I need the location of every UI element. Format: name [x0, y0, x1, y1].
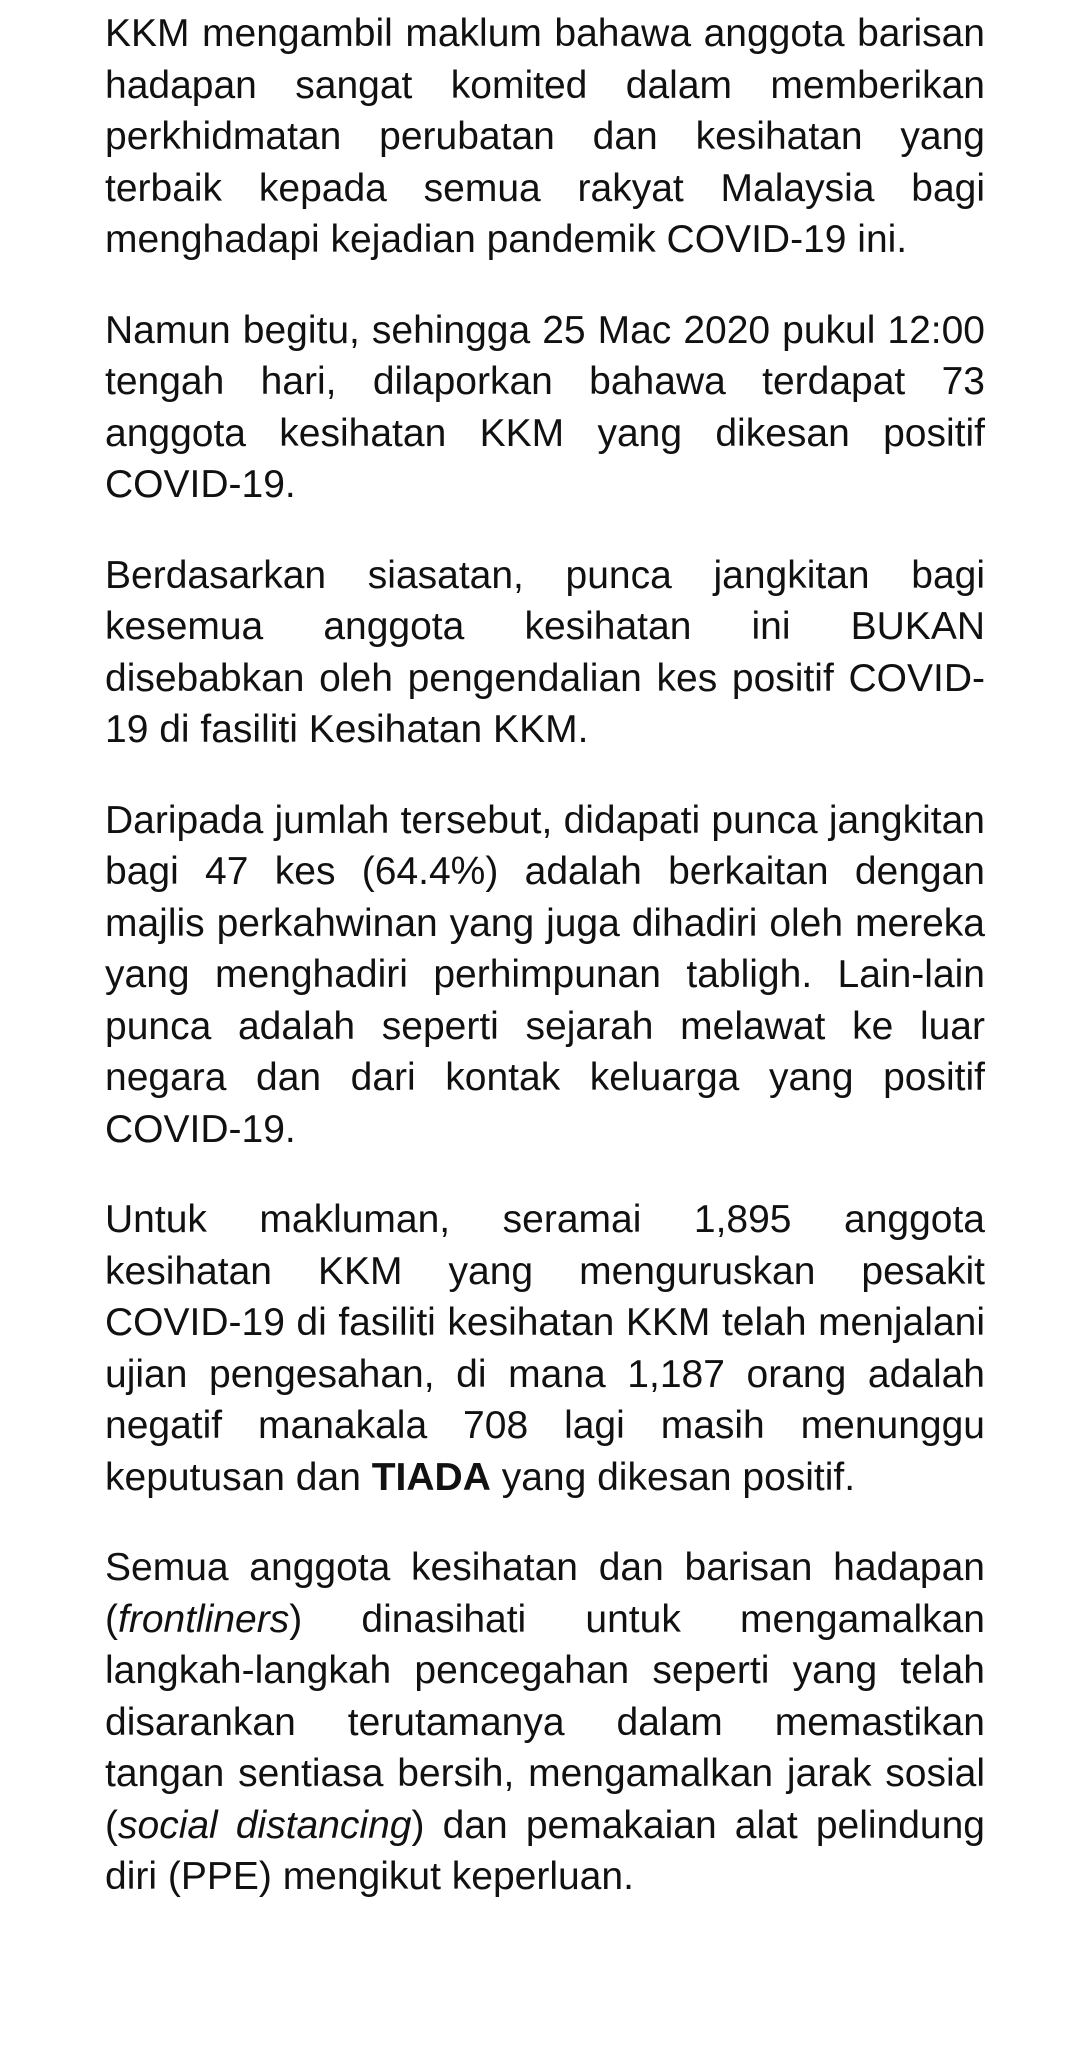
paragraph-5-text-end: yang dikesan positif.: [490, 1455, 856, 1499]
paragraph-6-text-part1: Semua anggota kesihatan dan barisan hadapan (: [105, 1546, 985, 1641]
document-body: [105, 0, 985, 1903]
paragraph-5: [105, 1194, 985, 1503]
paragraph-2: Namun begitu, sehingga 25 Mac 2020 pukul 12:00 tengah hari, dilaporkan bahawa terdapat 73 anggota kesihatan KKM yang dikesan positif COVID-19.: [105, 308, 985, 506]
paragraph-6-italic-social-distancing: social distancing: [118, 1803, 412, 1847]
paragraph-5-text-start: Untuk makluman, seramai 1,895 anggota kesihatan KKM yang menguruskan pesakit COVID-19 di fasiliti kesihatan KKM telah menjalani ujian pengesahan, di mana 1,187 orang adalah negatif manakala 708 lagi masih menunggu keputusan dan: [105, 1198, 985, 1499]
paragraph-5-emphasis-tiada: TIADA: [371, 1455, 491, 1499]
paragraph-6-text-part3: ) dan pemakaian alat pelindung diri (PPE) mengikut keperluan.: [105, 1803, 985, 1898]
paragraph-6: [105, 1542, 985, 1903]
paragraph-3: Berdasarkan siasatan, punca jangkitan bagi kesemua anggota kesihatan ini BUKAN disebabkan oleh pengendalian kes positif COVID-19 di fasiliti Kesihatan KKM.: [105, 553, 985, 751]
paragraph-6-italic-frontliners: frontliners: [118, 1597, 290, 1641]
paragraph-1: KKM mengambil maklum bahawa anggota barisan hadapan sangat komited dalam memberikan perkhidmatan perubatan dan kesihatan yang terbaik kepada semua rakyat Malaysia bagi menghadapi kejadian pandemik COVID-19 ini.: [105, 12, 985, 261]
paragraph-6-text-part2: ) dinasihati untuk mengamalkan langkah-langkah pencegahan seperti yang telah disarankan terutamanya dalam memastikan tangan sentiasa bersih, mengamalkan jarak sosial (: [105, 1597, 985, 1847]
paragraph-4: Daripada jumlah tersebut, didapati punca jangkitan bagi 47 kes (64.4%) adalah berkaitan dengan majlis perkahwinan yang juga dihadiri oleh mereka yang menghadiri perhimpunan tabligh. Lain-lain punca adalah seperti sejarah melawat ke luar negara dan dari kontak keluarga yang positif COVID-19.: [105, 798, 985, 1151]
